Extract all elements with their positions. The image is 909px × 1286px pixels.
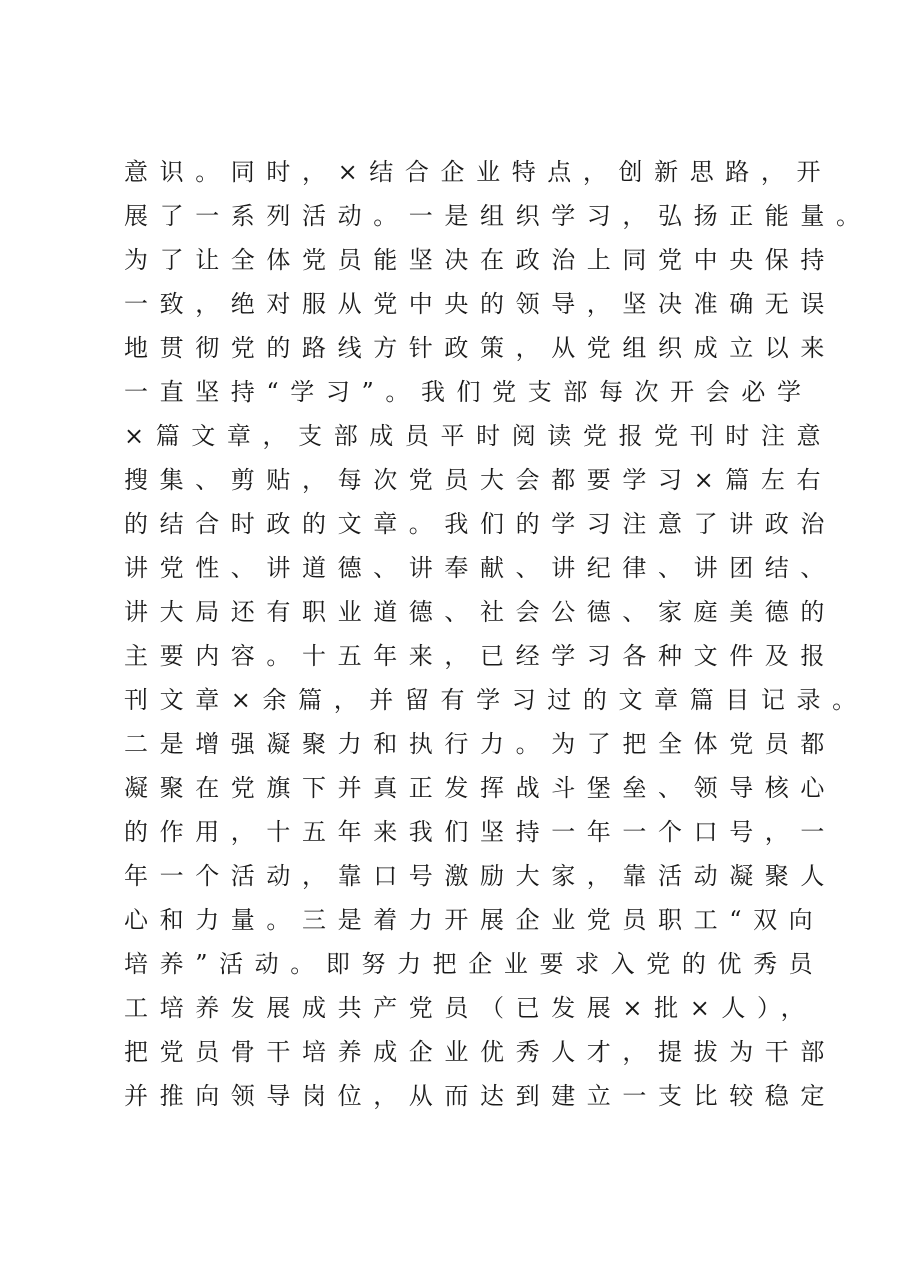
text-line: 展了一系列活动。一是组织学习，弘扬正能量。 (124, 202, 872, 230)
text-line: 刊文章×余篇，并留有学习过的文章篇目记录。 (124, 686, 868, 714)
body-text (124, 150, 884, 1118)
text-line: 的结合时政的文章。我们的学习注意了讲政治 (124, 510, 836, 538)
text-line: 二是增强凝聚力和执行力。为了把全体党员都 (124, 730, 836, 758)
text-line: 把党员骨干培养成企业优秀人才，提拔为干部 (124, 1038, 836, 1066)
text-line: 一致，绝对服从党中央的领导，坚决准确无误 (124, 290, 836, 318)
text-line: 一直坚持“学习”。我们党支部每次开会必学 (124, 378, 813, 406)
text-line: ×篇文章，支部成员平时阅读党报党刊时注意 (124, 422, 833, 450)
text-line: 地贯彻党的路线方针政策，从党组织成立以来 (124, 334, 836, 362)
text-line: 意识。同时，×结合企业特点，创新思路，开 (124, 158, 833, 186)
text-line: 讲大局还有职业道德、社会公德、家庭美德的 (124, 598, 836, 626)
text-line: 搜集、剪贴，每次党员大会都要学习×篇左右 (124, 466, 833, 494)
text-line: 为了让全体党员能坚决在政治上同党中央保持 (124, 246, 836, 274)
text-line: 年一个活动，靠口号激励大家，靠活动凝聚人 (124, 862, 836, 890)
text-line: 并推向领导岗位，从而达到建立一支比较稳定 (124, 1082, 836, 1110)
text-line: 培养”活动。即努力把企业要求入党的优秀员 (124, 950, 825, 978)
text-line: 讲党性、讲道德、讲奉献、讲纪律、讲团结、 (124, 554, 836, 582)
text-line: 工培养发展成共产党员（已发展×批×人）， (124, 994, 817, 1022)
text-line: 心和力量。三是着力开展企业党员职工“双向 (124, 906, 825, 934)
text-line: 主要内容。十五年来，已经学习各种文件及报 (124, 642, 836, 670)
text-line: 的作用，十五年来我们坚持一年一个口号，一 (124, 818, 836, 846)
text-line: 凝聚在党旗下并真正发挥战斗堡垒、领导核心 (124, 774, 836, 802)
